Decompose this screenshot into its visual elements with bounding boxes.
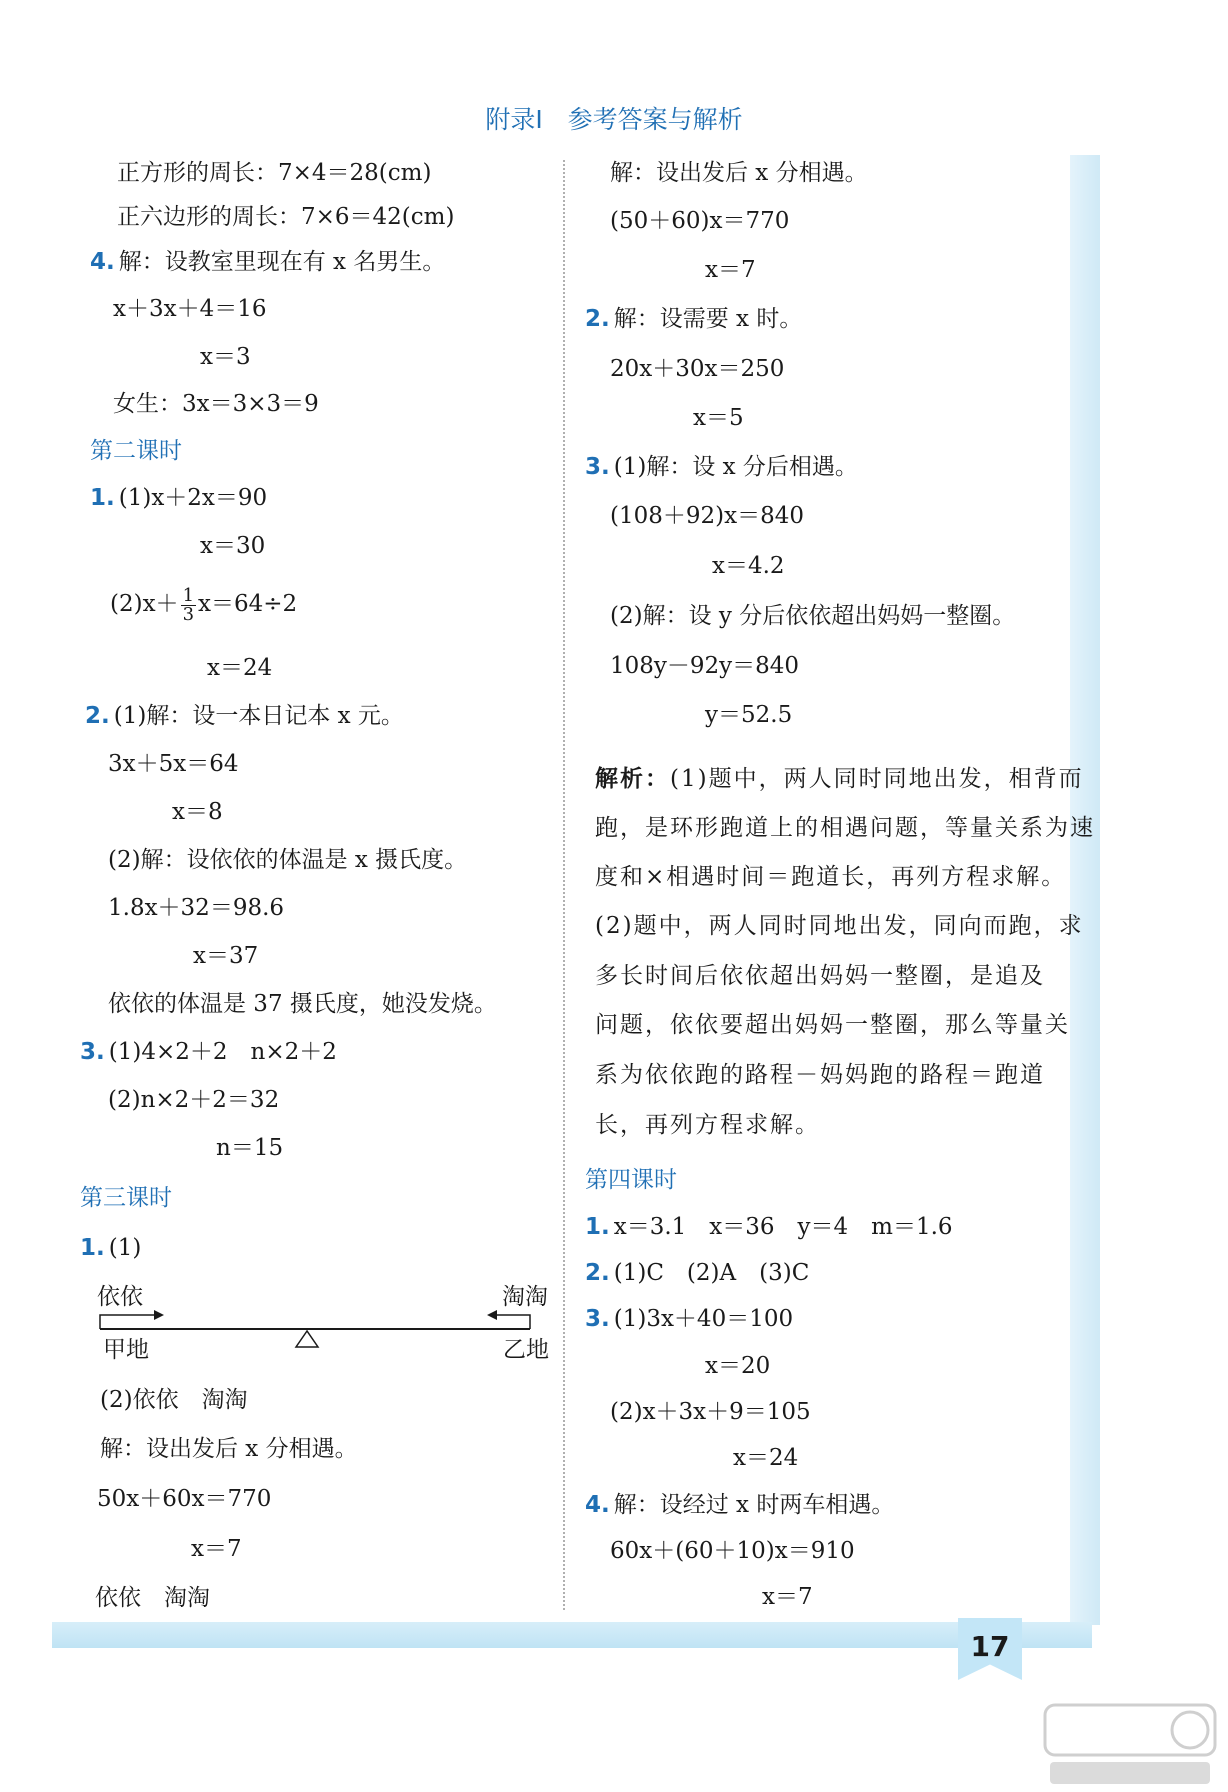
q4-text: 解：设教室里现在有 x 名男生。 [118,249,446,275]
decorative-side-band [1070,155,1100,1625]
question-number: 4. [90,249,115,275]
track-diagram [0,0,600,1400]
hexagon-perimeter-line: 正六边形的周长：7×6＝42(cm) [117,204,455,230]
l2-q2b-answer: x＝37 [193,943,259,969]
l2-q1b-answer: x＝24 [207,655,273,681]
r-q2-line [585,304,802,334]
l2-q2a-equation: 3x＋5x＝64 [108,751,239,777]
l4-q4-equation: 60x＋(60＋10)x＝910 [610,1538,855,1564]
r-meet-equation: (50＋60)x＝770 [610,208,790,234]
r-q2-text: 解：设需要 x 时。 [613,306,803,332]
l3-q1b-answer: x＝7 [191,1536,242,1562]
l2-q1a: (1)x＋2x＝90 [118,485,268,511]
l4-q4-line [585,1490,894,1520]
fraction-denominator: 3 [182,603,195,625]
section-heading-lesson3: 第三课时 [80,1185,172,1211]
l2-q2b-equation: 1.8x＋32＝98.6 [108,895,285,921]
decorative-bottom-band [52,1622,1092,1648]
analysis-text-1: (1)题中，两人同时同地出发，相背而 [670,766,1084,792]
question-number: 3. [80,1039,105,1065]
question-number: 1. [585,1214,610,1240]
analysis-line-1 [595,764,1084,794]
l4-q3a: (1)3x＋40＝100 [613,1306,794,1332]
l4-q4-text: 解：设经过 x 时两车相遇。 [613,1492,895,1518]
l2-q1b-pre: (2)x＋ [110,591,179,617]
arrow-right-icon [154,1310,164,1320]
q4-answer: x＝3 [200,344,251,370]
l3-q1a: (1) [108,1235,142,1261]
l4-q1: x＝3.1 x＝36 y＝4 m＝1.6 [613,1214,953,1240]
page-number: 17 [970,1630,1010,1663]
l4-q2-line [585,1258,809,1288]
analysis-label: 解析： [595,765,670,792]
r-q3a: (1)解：设 x 分后相遇。 [613,454,858,480]
l2-q2b: (2)解：设依依的体温是 x 摄氏度。 [108,847,468,873]
l2-q1b-post: x＝64÷2 [198,591,298,617]
analysis-line-6: 问题，依依要超出妈妈一整圈，那么等量关 [595,1012,1070,1038]
page-header: 附录Ⅰ 参考答案与解析 [485,105,743,134]
l3-q1b-equation: 50x＋60x＝770 [97,1486,272,1512]
question-number: 2. [585,306,610,332]
arrow-taotao-path [493,1315,530,1329]
square-perimeter-line: 正方形的周长：7×4＝28(cm) [117,160,432,186]
r-q3b: (2)解：设 y 分后依依超出妈妈一整圈。 [610,603,1016,629]
l2-q2b-conclusion: 依依的体温是 37 摄氏度，她没发烧。 [108,991,497,1017]
l4-q3a-line [585,1304,793,1334]
r-meet-answer: x＝7 [705,257,756,283]
fraction-numerator: 1 [182,584,195,606]
meeting-point-triangle-icon [296,1331,318,1347]
question-number: 3. [585,454,610,480]
l2-q3a: (1)4×2＋2 n×2＋2 [108,1039,337,1065]
question-number: 1. [80,1235,105,1261]
question-number: 2. [85,703,110,729]
analysis-line-4: (2)题中，两人同时同地出发，同向而跑，求 [595,913,1084,939]
l4-q4-answer: x＝7 [762,1584,813,1610]
l3-q1-bottom-labels: 依依 淘淘 [95,1585,210,1611]
arrow-left-icon [487,1310,497,1320]
watermark-logo [1040,1700,1220,1790]
r-q2-answer: x＝5 [693,405,744,431]
r-q3a-line [585,452,858,482]
l2-q2a-answer: x＝8 [172,799,223,825]
analysis-line-8: 长，再列方程求解。 [595,1112,820,1138]
l3-q1b-text: 解：设出发后 x 分相遇。 [100,1436,358,1462]
section-heading-lesson2: 第二课时 [90,438,182,464]
r-q2-equation: 20x＋30x＝250 [610,356,785,382]
q4-equation: x＋3x＋4＝16 [113,296,267,322]
question-number: 1. [90,485,115,511]
diagram-label-yiyi: 依依 [97,1284,143,1310]
l2-q1a-answer: x＝30 [200,533,266,559]
r-q3b-answer: y＝52.5 [705,702,793,728]
l2-q3b: (2)n×2＋2＝32 [108,1087,280,1113]
r-meet-text: 解：设出发后 x 分相遇。 [610,160,868,186]
l4-q1-line [585,1212,953,1242]
analysis-line-5: 多长时间后依依超出妈妈一整圈，是追及 [595,963,1045,989]
analysis-line-2: 跑，是环形跑道上的相遇问题，等量关系为速 [595,815,1095,841]
l2-q2a: (1)解：设一本日记本 x 元。 [113,703,404,729]
question-number: 3. [585,1306,610,1332]
question-number: 4. [585,1492,610,1518]
analysis-line-3: 度和×相遇时间＝跑道长，再列方程求解。 [595,864,1067,890]
r-q3a-equation: (108＋92)x＝840 [610,503,804,529]
q4-girls: 女生：3x＝3×3＝9 [113,391,319,417]
r-q3a-answer: x＝4.2 [712,553,785,579]
l4-q3a-answer: x＝20 [705,1353,771,1379]
diagram-label-yidi: 乙地 [503,1337,549,1363]
l4-q2: (1)C (2)A (3)C [613,1260,810,1286]
r-q3b-equation: 108y－92y＝840 [610,653,800,679]
arrow-yiyi-path [100,1315,158,1329]
l2-q3b-answer: n＝15 [216,1135,284,1161]
l3-q1b: (2)依依 淘淘 [100,1387,248,1413]
l4-q3b-answer: x＝24 [733,1445,799,1471]
section-heading-lesson4: 第四课时 [585,1167,677,1193]
question-number: 2. [585,1260,610,1286]
analysis-line-7: 系为依依跑的路程－妈妈跑的路程＝跑道 [595,1062,1045,1088]
diagram-label-taotao: 淘淘 [502,1284,548,1310]
l4-q3b: (2)x＋3x＋9＝105 [610,1399,811,1425]
diagram-label-jiadi: 甲地 [103,1337,149,1363]
